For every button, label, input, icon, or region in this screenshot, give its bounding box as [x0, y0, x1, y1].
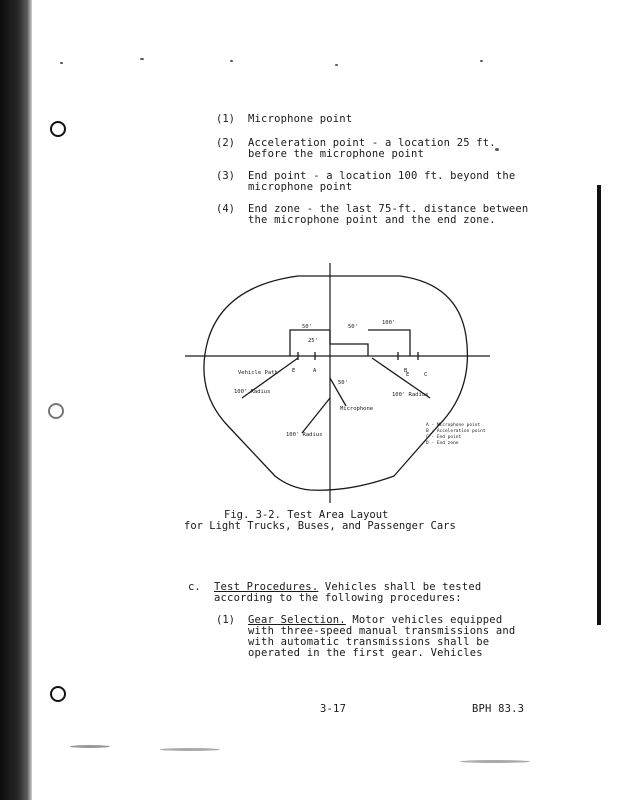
- point-label: C: [424, 372, 428, 378]
- radius-label-right: 100' Radius: [392, 392, 429, 398]
- radius-line-bottom: [302, 398, 330, 433]
- section-heading: Test Procedures.: [214, 581, 319, 593]
- scan-speck: [60, 62, 63, 64]
- test-area-diagram: [180, 258, 520, 508]
- point-label: A: [313, 368, 317, 374]
- change-bar: [597, 185, 601, 625]
- dim-bracket-right: [368, 330, 410, 356]
- punch-hole-middle: [48, 403, 64, 419]
- legend-entry: C - End point: [426, 435, 462, 440]
- figure-caption-line1: Fig. 3-2. Test Area Layout: [224, 509, 389, 521]
- legend-entry: D - End zone: [426, 441, 459, 446]
- list-item-text: Microphone point: [248, 113, 353, 125]
- document-id: BPH 83.3: [472, 703, 525, 715]
- radius-label-left: 100' Radius: [234, 389, 271, 395]
- dim-label: 100': [382, 320, 396, 326]
- list-item-number: (1): [216, 113, 235, 125]
- list-item-text: microphone point: [248, 181, 353, 193]
- list-item-number: (1): [216, 614, 235, 626]
- point-label: E: [292, 368, 296, 374]
- section-text: Vehicles shall be tested: [318, 581, 482, 593]
- list-item-number: (3): [216, 170, 235, 182]
- scan-speck: [460, 760, 530, 763]
- scan-speck: [70, 745, 110, 748]
- list-item-number: (4): [216, 203, 235, 215]
- section-letter: c.: [188, 581, 201, 593]
- section-text: according to the following procedures:: [214, 592, 462, 604]
- point-label: E: [406, 372, 410, 378]
- dim-label: 50': [348, 324, 358, 330]
- scan-speck: [335, 64, 338, 66]
- list-item-text: End point - a location 100 ft. beyond the: [248, 170, 516, 182]
- scan-speck: [140, 58, 144, 60]
- list-item-text: the microphone point and the end zone.: [248, 214, 496, 226]
- scan-speck: [230, 60, 233, 62]
- punch-hole-bottom: [50, 686, 66, 702]
- sub-item-text: Motor vehicles equipped: [345, 614, 503, 626]
- dim-bracket-mid: [330, 330, 368, 356]
- list-item-text: before the microphone point: [248, 148, 425, 160]
- scan-speck: [160, 748, 220, 751]
- list-item-text: End zone - the last 75-ft. distance between: [248, 203, 529, 215]
- vehicle-path-label: Vehicle Path: [238, 370, 278, 376]
- point-label: B: [404, 368, 408, 374]
- figure-caption-line2: for Light Trucks, Buses, and Passenger Cars: [184, 520, 456, 532]
- legend-entry: A - Microphone point: [426, 423, 481, 428]
- microphone-label: Microphone: [340, 406, 374, 412]
- binding-edge: [0, 0, 32, 800]
- dim-label: 25': [308, 338, 318, 344]
- sub-item-text: operated in the first gear. Vehicles: [248, 647, 483, 659]
- test-area-outline: [204, 276, 468, 490]
- scan-speck: [480, 60, 483, 62]
- dim-label: 50': [338, 380, 348, 386]
- dim-label: 50': [302, 324, 312, 330]
- list-item-number: (2): [216, 137, 235, 149]
- radius-label-bottom: 100' Radius: [286, 432, 323, 438]
- sub-item-text: with three-speed manual transmissions and: [248, 625, 516, 637]
- list-item-text: Acceleration point - a location 25 ft.: [248, 137, 496, 149]
- page-number: 3-17: [320, 703, 347, 715]
- sub-item-text: with automatic transmissions shall be: [248, 636, 490, 648]
- punch-hole-top: [50, 121, 66, 137]
- sub-item-heading: Gear Selection.: [248, 614, 346, 626]
- legend-entry: B - Acceleration point: [426, 429, 486, 434]
